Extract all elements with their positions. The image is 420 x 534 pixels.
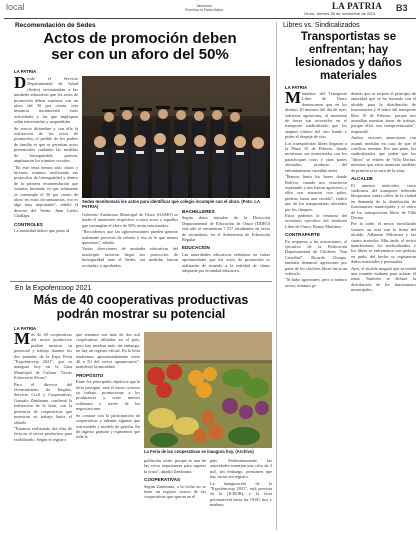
graduation-photo-illustration	[82, 76, 270, 198]
article1-para: Se acerca diciembre y con ella la realización de los actos de promoción, el pedido de los padres de familia es que se permitan actos presenciales cuidando las medidas de bioseguridad; parecía, amplazaron los trámites sociales.	[14, 125, 78, 164]
column-divider	[276, 22, 277, 530]
article3-headline-line3: lesionados y daños	[295, 57, 402, 69]
article2-para: "Estamos realizando dos días de feria en el sector productivo para visibilizarlo. Según el registro	[14, 425, 72, 442]
article1-headline	[10, 31, 270, 63]
article2-para: país. Preliminarmente las autoridades manejan una cifra de 2 mil, sin embargo, presumen que hay varias sin registro.	[210, 458, 272, 480]
page-number: B3	[396, 3, 408, 13]
header-slogan	[184, 4, 224, 12]
article3-headline-line2: enfrentan; hay	[308, 44, 389, 56]
graduation-photo	[82, 76, 270, 198]
article3-col1	[285, 91, 347, 530]
dropcap: M	[14, 332, 31, 348]
article2-subhead-cooperativas: COOPERATIVAS	[144, 477, 181, 483]
dateline: Oruro, viernes 26 de noviembre de 2021	[304, 11, 376, 16]
article2-kicker: En la Expofencoop 2021	[15, 285, 92, 292]
slogan-line-1: Vanedndo	[196, 4, 212, 8]
article2-caption: La Feria de las cooperativas se inaugura hoy. (Archivo)	[144, 449, 254, 454]
article2-headline-line1: Más de 40 cooperativas productivas	[33, 293, 249, 307]
dropcap: M	[285, 91, 302, 107]
article1-para: "Recordemos que las aglomeraciones pueden generar realmente procesos de rebrote y eso es lo que menos queremos", añadió.	[82, 229, 178, 246]
article3-subhead-alcalde: ALCALDE	[351, 176, 373, 182]
article1-caption: Sedes monitorearà los actos para identificar qué colegio incumple con el aforo. (Foto: LA PATRIA)	[82, 199, 260, 209]
article1-col3	[182, 206, 270, 276]
article3-para: "Íbamos hasta los buses donde Bolivia, cuando nos estuvieron esperando y nos fueron agresivos, y ellos nos atacaron con palos, piedras, hasta una corrido", indicó uno de los transportistas afectados por los choques.	[285, 174, 347, 212]
article2-para: población visite, porque es una de las veces importantes para superar la crisis", añadió Zambrana.	[144, 458, 206, 474]
article2-para: que tenemos son más de dos mil cooperativas afiliadas en el país, pero hay muchas más, sin embargo, no hay un registro oficial. En la feria tendremos aproximadamente entre 40 a 50 del sector agropecuario", manifestó la autoridad.	[76, 332, 140, 370]
article3-para: diendo que se respete el principio de autoridad que se ha formado con el alcalde para la distribución de funcionarios y el retiro del transporte libre 10 de Febrero, porque nos avasallan nuestras áreas de trabajo, porque ellos son interprovinciales", respondió.	[351, 91, 416, 134]
paper-name: LA PATRIA	[332, 1, 383, 11]
article3-byline: LA PATRIA	[285, 85, 308, 90]
article2-col1	[14, 332, 72, 530]
article2-para: Más de 40 cooperativas del sector productivo podrán mostrar su potencial y trabajo durante los dos jornadas de la Expo Feria "Expofencoop 2021", que se inaugura hoy en la Casa Municipal de Cultura "Javier Echeverría Alvaro".	[14, 332, 72, 381]
article1-subhead-bachilleres: BACHILLERES	[182, 209, 215, 214]
header-rule	[4, 18, 416, 19]
article1-headline-line1: Actos de promoción deben	[43, 30, 237, 47]
article3-para: Estos pedimos la renuncia del secretario ejecutivo del sindicato Libre de Oruro, Boney Martínez.	[285, 212, 347, 229]
article3-para: Ayer, el alcalde aseguró que se tendrá una reunión mañana para aclarar el tema. También se definió la distribución de los funcionarios municipales.	[351, 265, 416, 293]
article3-headline-line4: materiales	[320, 70, 377, 82]
market-photo	[144, 332, 272, 448]
article3-subhead-contraparte: CONTRAPARTE	[285, 232, 320, 238]
article2-topline	[10, 281, 272, 282]
article3-para: Miembros del Transporte Libre de Oruro denunciaron que en los últimos 30 minutos del día de ayer, sufrieron agresiones, al momento de hacer sus recorridos en el transporte sindicalizado que los ataques viniero del otro bando y piden el despeje de vías.	[285, 91, 347, 140]
article3-para: Ambos sectores anunciaron con asumir medidas en caso de que el conflicto termine. Por una parte, los sindicalizados que piden que los "libres" se retiren de Villa Dorina, mientras que estos anuncian medidas de presión si se saca de la zona.	[351, 135, 416, 173]
article2-col2	[76, 332, 140, 530]
article2-para: Según Zambrana, a la fecha no se tiene un registro exacto de las cooperativas que operan en el	[144, 483, 206, 500]
article2-headline-line2: podrán mostrar su potencial	[56, 306, 226, 321]
article3-headline-line1: Transportistas se	[300, 31, 397, 43]
article1-para: La autoridad indicó que junto al	[14, 227, 70, 233]
article2-headline	[10, 294, 272, 321]
article2-col3	[144, 458, 206, 530]
article3-para: En respuesta a las acusaciones, el ejecutivo de la Federación Departamental de Choferes "San Cristóbal", Ricardo Choque, también denunció agresiones por parte de los choferes libres hacia un vehículo.	[285, 238, 347, 276]
article2-para: Para el director del viceministerio de Empleo, Servicio Civil y Cooperativas, Gonzalo Zambrana, confirmó la realización de la feria, con la presencia de cooperativas que muestran su trabajo hacia el sábado.	[14, 381, 72, 425]
article2-para: Entre los principales objetivos que la feria persigue, está el hacer conocer su trabajo, promocionar a los productores y crear nuevos eslabones a través de las negociaciones.	[76, 379, 140, 412]
article2-subhead-proposito: PROPÓSITO	[76, 372, 104, 378]
article1-para: "En este tenía hemos sido claros y hicimos, estamos verificando sus protocolos de bioseguridad y dentro de la primera recomendación que estamos haciendo es que solamente se contemple el 50 por ciento de aforo en estas circunstancias, eso es algo muy importante", señaló el director del Sedes, Juan Carlos Challapa.	[14, 164, 78, 219]
article2-col4	[210, 458, 272, 530]
dropcap: D	[14, 76, 27, 92]
article3-para: Los transportistas libres llegaron a la Plaza 10 de Febrero, donde mostraron sus motorizados con los parachoques rotos y otras partes afectadas, producto del enfrentamiento sucedido antes.	[285, 140, 347, 173]
article1-byline: LA PATRIA	[14, 69, 37, 74]
article2-para: Se contará con la participación de cooperativas y además algunas que son modelo y modelo de gestión. En de ingreso gratuito y esperamos que toda la	[76, 412, 140, 440]
article1-subhead-controles: CONTROLES	[14, 221, 43, 227]
slogan-line-2: Periódico la Patria Boliva	[185, 8, 223, 12]
article1-para: Las autoridades educativas señalaron en varias oportunidades que los actos de promoción se realizarán de acuerdo a la realidad de clases adoptada por la unidad educativa.	[182, 251, 270, 274]
article3-headline	[281, 31, 416, 83]
article1-para: Varias direcciones de unidades educativas del municipio tuvieron llegar sus protocolos de bioseguridad ante el Sedes, sus medidas fueron revisadas, y aprobadas.	[82, 246, 178, 268]
article1-para: Gobierno Autónomo Municipal de Oruro (GAMO) se harán el monitoreo respectivo a estos actos y aquellos que incumplan el aforo de 50% serán sancionados.	[82, 212, 178, 228]
article2-byline: LA PATRIA	[14, 326, 37, 331]
article1-col2	[82, 212, 178, 276]
article1-col1	[14, 76, 78, 276]
article1-para: Desde el Servicio Departamental de Salud (Sedes) recomiendan a las unidades educativas que los actos de promoción deben sujetarse con un aforo del 50 por ciento, esta instancia monitorearà estas actividades y las que impliquen señin intervenidas y suspendidas.	[14, 76, 78, 125]
article3-para: "Si hubo agresiones, pero a nuestro sector, estamos pi-	[285, 277, 347, 288]
article2-para: La inauguración de la "Expofencoop 2021", está prevista en la (ICBOB), y la feria permanecerá hasta las 19:00, hoy y mañana.	[210, 480, 272, 508]
article3-col2	[351, 91, 416, 530]
article1-headline-line2: ser con un aforo del 50%	[51, 46, 229, 63]
section-label: local	[6, 2, 25, 12]
article1-kicker: Recomendación de Sedes	[15, 22, 96, 29]
market-photo-illustration	[144, 332, 272, 448]
article1-subhead-educacion: EDUCACIÓN	[182, 245, 210, 251]
article3-kicker: Libres vs. Sindicalizados	[283, 22, 360, 29]
article1-para: Según datos iniciales de la Dirección Departamental de Educación de Oruro (DDEO) este año se encuentran 7 517 estudiantes en sexto de secundaria, en el Subsistema de Educación Regular.	[182, 215, 270, 243]
article3-para: El anterior miércoles, curso sindicatos del transporte federado bloquearon varias calles de la ciudad en demanda de la distribución de funcionarios municipales y el retiro de los transportistas libres de Villa Dorina.	[351, 182, 416, 220]
article3-para: Por la tarde, el sector movilizado sostuvo un acta con la firma del alcalde, Adhemar Wilcarani y las cuatro acuerdos. Más tarde, el sector manifestaron, los sindicalizados, y los libres se enfrentaron con pedicas en puño, del hecho se registraron daños materiales y personales.	[351, 221, 416, 265]
